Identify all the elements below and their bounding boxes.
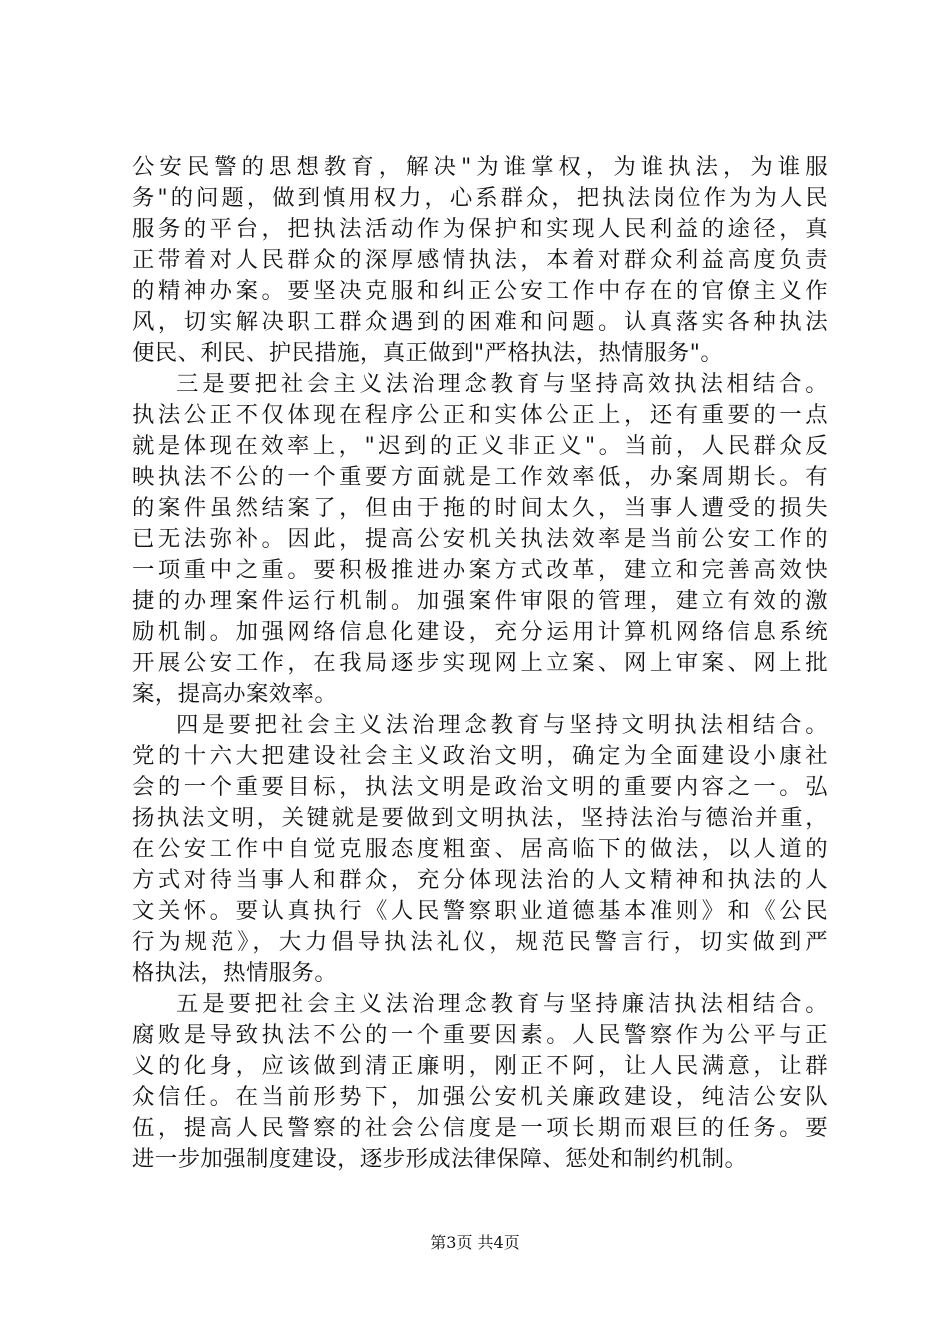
text-line: 进一步加强制度建设，逐步形成法律保障、惩处和制约机制。 [132, 1146, 748, 1172]
text-line: 已无法弥补。因此，提高公安机关执法效率是当前公安工作的 [132, 526, 828, 552]
text-line: 励机制。加强网络信息化建设，充分运用计算机网络信息系统 [132, 619, 828, 645]
text-line: 伍，提高人民警察的社会公信度是一项长期而艰巨的任务。要 [132, 1115, 828, 1141]
paragraph-heading: 五是要把社会主义法治理念教育与坚持廉洁执法相结合。 [176, 991, 828, 1017]
text-line: 的案件虽然结案了，但由于拖的时间太久，当事人遭受的损失 [132, 495, 828, 521]
text-line: 的精神办案。要坚决克服和纠正公安工作中存在的官僚主义作 [132, 278, 828, 304]
text-line: 执法公正不仅体现在程序公正和实体公正上，还有重要的一点 [132, 402, 828, 428]
text-line: 开展公安工作，在我局逐步实现网上立案、网上审案、网上批 [132, 650, 828, 676]
text-line: 格执法，热情服务。 [132, 960, 338, 986]
body-text [132, 152, 828, 1175]
text-line: 会的一个重要目标，执法文明是政治文明的重要内容之一。弘 [132, 774, 828, 800]
text-line: 公安民警的思想教育，解决"为谁掌权，为谁执法，为谁服 [132, 154, 828, 180]
text-line: 风，切实解决职工群众遇到的困难和问题。认真落实各种执法 [132, 309, 828, 335]
text-line: 一项重中之重。要积极推进办案方式改革，建立和完善高效快 [132, 557, 828, 583]
text-line: 就是体现在效率上，"迟到的正义非正义"。当前，人民群众反 [132, 433, 828, 459]
page-number-footer: 第3页 共4页 [430, 1233, 520, 1252]
paragraph-heading: 三是要把社会主义法治理念教育与坚持高效执法相结合。 [176, 371, 828, 397]
text-line: 文关怀。要认真执行《人民警察职业道德基本准则》和《公民 [132, 898, 828, 924]
text-line: 案，提高办案效率。 [132, 681, 338, 707]
text-line: 党的十六大把建设社会主义政治文明，确定为全面建设小康社 [132, 743, 828, 769]
paragraph-heading: 四是要把社会主义法治理念教育与坚持文明执法相结合。 [176, 712, 828, 738]
text-line: 务"的问题，做到慎用权力，心系群众，把执法岗位作为为人民 [132, 185, 828, 211]
text-line: 扬执法文明，关键就是要做到文明执法，坚持法治与德治并重， [132, 805, 828, 831]
text-line: 义的化身，应该做到清正廉明，刚正不阿，让人民满意，让群 [132, 1053, 828, 1079]
text-line: 映执法不公的一个重要方面就是工作效率低，办案周期长。有 [132, 464, 828, 490]
text-line: 方式对待当事人和群众，充分体现法治的人文精神和执法的人 [132, 867, 828, 893]
text-line: 正带着对人民群众的深厚感情执法，本着对群众利益高度负责 [132, 247, 828, 273]
text-line: 行为规范》，大力倡导执法礼仪，规范民警言行，切实做到严 [132, 929, 828, 955]
text-line: 腐败是导致执法不公的一个重要因素。人民警察作为公平与正 [132, 1022, 828, 1048]
text-line: 服务的平台，把执法活动作为保护和实现人民利益的途径，真 [132, 216, 828, 242]
text-line: 便民、利民、护民措施，真正做到"严格执法，热情服务"。 [132, 340, 724, 366]
text-line: 众信任。在当前形势下，加强公安机关廉政建设，纯洁公安队 [132, 1084, 828, 1110]
text-line: 在公安工作中自觉克服态度粗蛮、居高临下的做法，以人道的 [132, 836, 828, 862]
text-line: 捷的办理案件运行机制。加强案件审限的管理，建立有效的激 [132, 588, 828, 614]
